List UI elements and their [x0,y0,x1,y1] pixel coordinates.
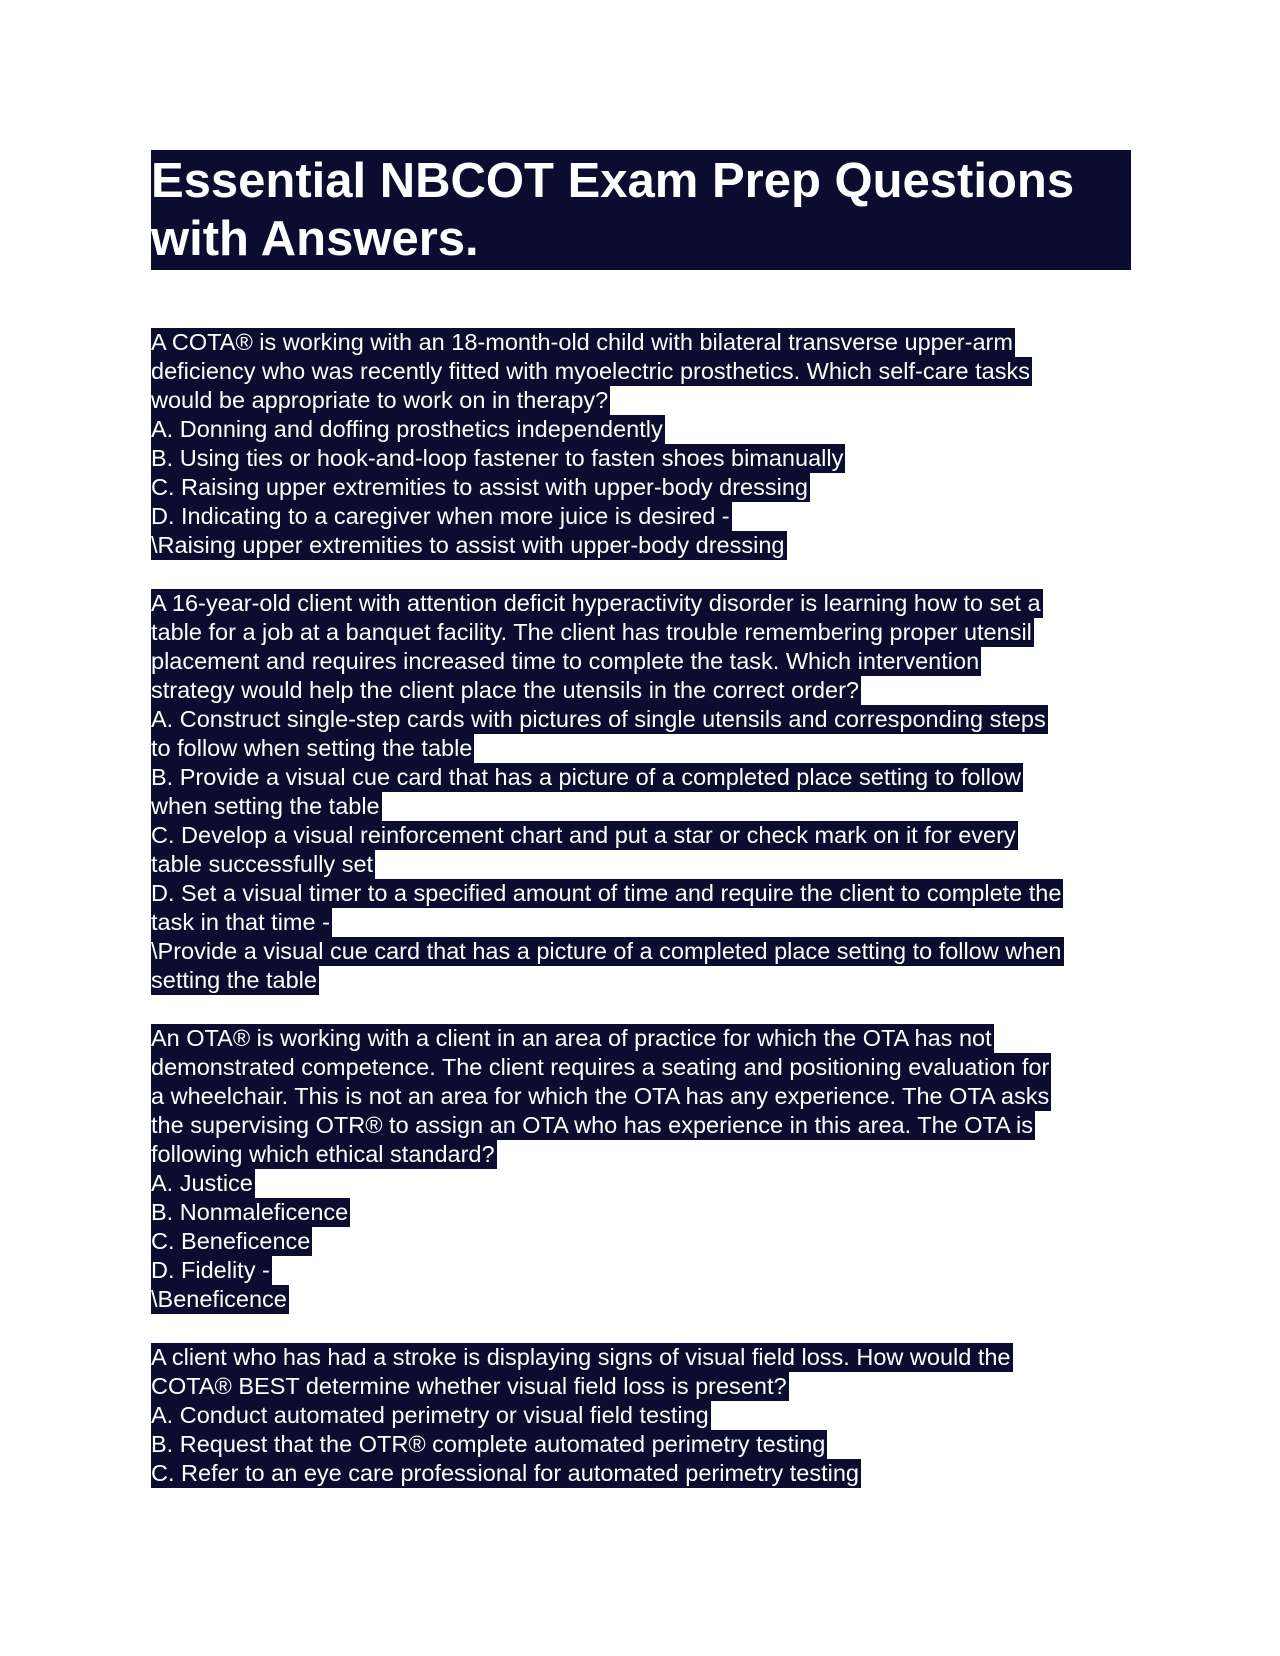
question-text-line: D. Fidelity - [151,1257,270,1283]
title-line: with Answers. [151,212,479,266]
question-text-line: to follow when setting the table [151,735,473,761]
question-block [151,589,1131,995]
question-text-line: setting the table [151,967,317,993]
question-text-line: when setting the table [151,793,380,819]
question-text-line: \Provide a visual cue card that has a picture of a completed place setting to follow when [151,938,1062,964]
question-text-line: deficiency who was recently fitted with myoelectric prosthetics. Which self-care tasks [151,358,1030,384]
question-text-line: \Raising upper extremities to assist with upper-body dressing [151,532,785,558]
question-text-line: A. Donning and doffing prosthetics independently [151,416,663,442]
title-line: Essential NBCOT Exam Prep Questions [151,154,1075,208]
question-text-line: C. Develop a visual reinforcement chart and put a star or check mark on it for every [151,822,1016,848]
question-text-line: B. Request that the OTR® complete automated perimetry testing [151,1431,826,1457]
question-text-line: strategy would help the client place the utensils in the correct order? [151,677,860,703]
question-block [151,1343,1131,1488]
question-text-line: the supervising OTR® to assign an OTA who has experience in this area. The OTA is [151,1112,1034,1138]
question-text-line: A. Conduct automated perimetry or visual field testing [151,1402,709,1428]
question-text-line: An OTA® is working with a client in an area of practice for which the OTA has not [151,1025,992,1051]
question-text-line: D. Indicating to a caregiver when more juice is desired - [151,503,730,529]
question-text-line: A client who has had a stroke is displaying signs of visual field loss. How would the [151,1344,1011,1370]
question-text-line: D. Set a visual timer to a specified amount of time and require the client to complete the [151,880,1062,906]
question-text-line: C. Raising upper extremities to assist with upper-body dressing [151,474,808,500]
question-text-line: \Beneficence [151,1286,287,1312]
question-text-line: A. Justice [151,1170,253,1196]
question-text-line: B. Provide a visual cue card that has a picture of a completed place setting to follow [151,764,1021,790]
question-text-line: table for a job at a banquet facility. The client has trouble remembering proper utensil [151,619,1032,645]
question-text-line: C. Beneficence [151,1228,311,1254]
question-text-line: C. Refer to an eye care professional for automated perimetry testing [151,1460,859,1486]
question-text-line: placement and requires increased time to complete the task. Which intervention [151,648,980,674]
question-text-line: a wheelchair. This is not an area for which the OTA has any experience. The OTA asks [151,1083,1050,1109]
question-text-line: table successfully set [151,851,374,877]
question-block [151,1024,1131,1314]
question-text-line: demonstrated competence. The client requires a seating and positioning evaluation for [151,1054,1050,1080]
question-text-line: A. Construct single-step cards with pictures of single utensils and corresponding steps [151,706,1046,732]
document-page [151,150,1131,1488]
question-text-line: A COTA® is working with an 18-month-old child with bilateral transverse upper-arm [151,329,1013,355]
question-block [151,328,1131,560]
question-text-line: B. Nonmaleficence [151,1199,349,1225]
question-text-line: following which ethical standard? [151,1141,495,1167]
question-text-line: would be appropriate to work on in therapy? [151,387,609,413]
question-text-line: B. Using ties or hook-and-loop fastener to fasten shoes bimanually [151,445,844,471]
question-text-line: COTA® BEST determine whether visual field loss is present? [151,1373,787,1399]
question-text-line: A 16-year-old client with attention deficit hyperactivity disorder is learning how to set a [151,590,1041,616]
document-title [151,150,1131,270]
question-text-line: task in that time - [151,909,330,935]
